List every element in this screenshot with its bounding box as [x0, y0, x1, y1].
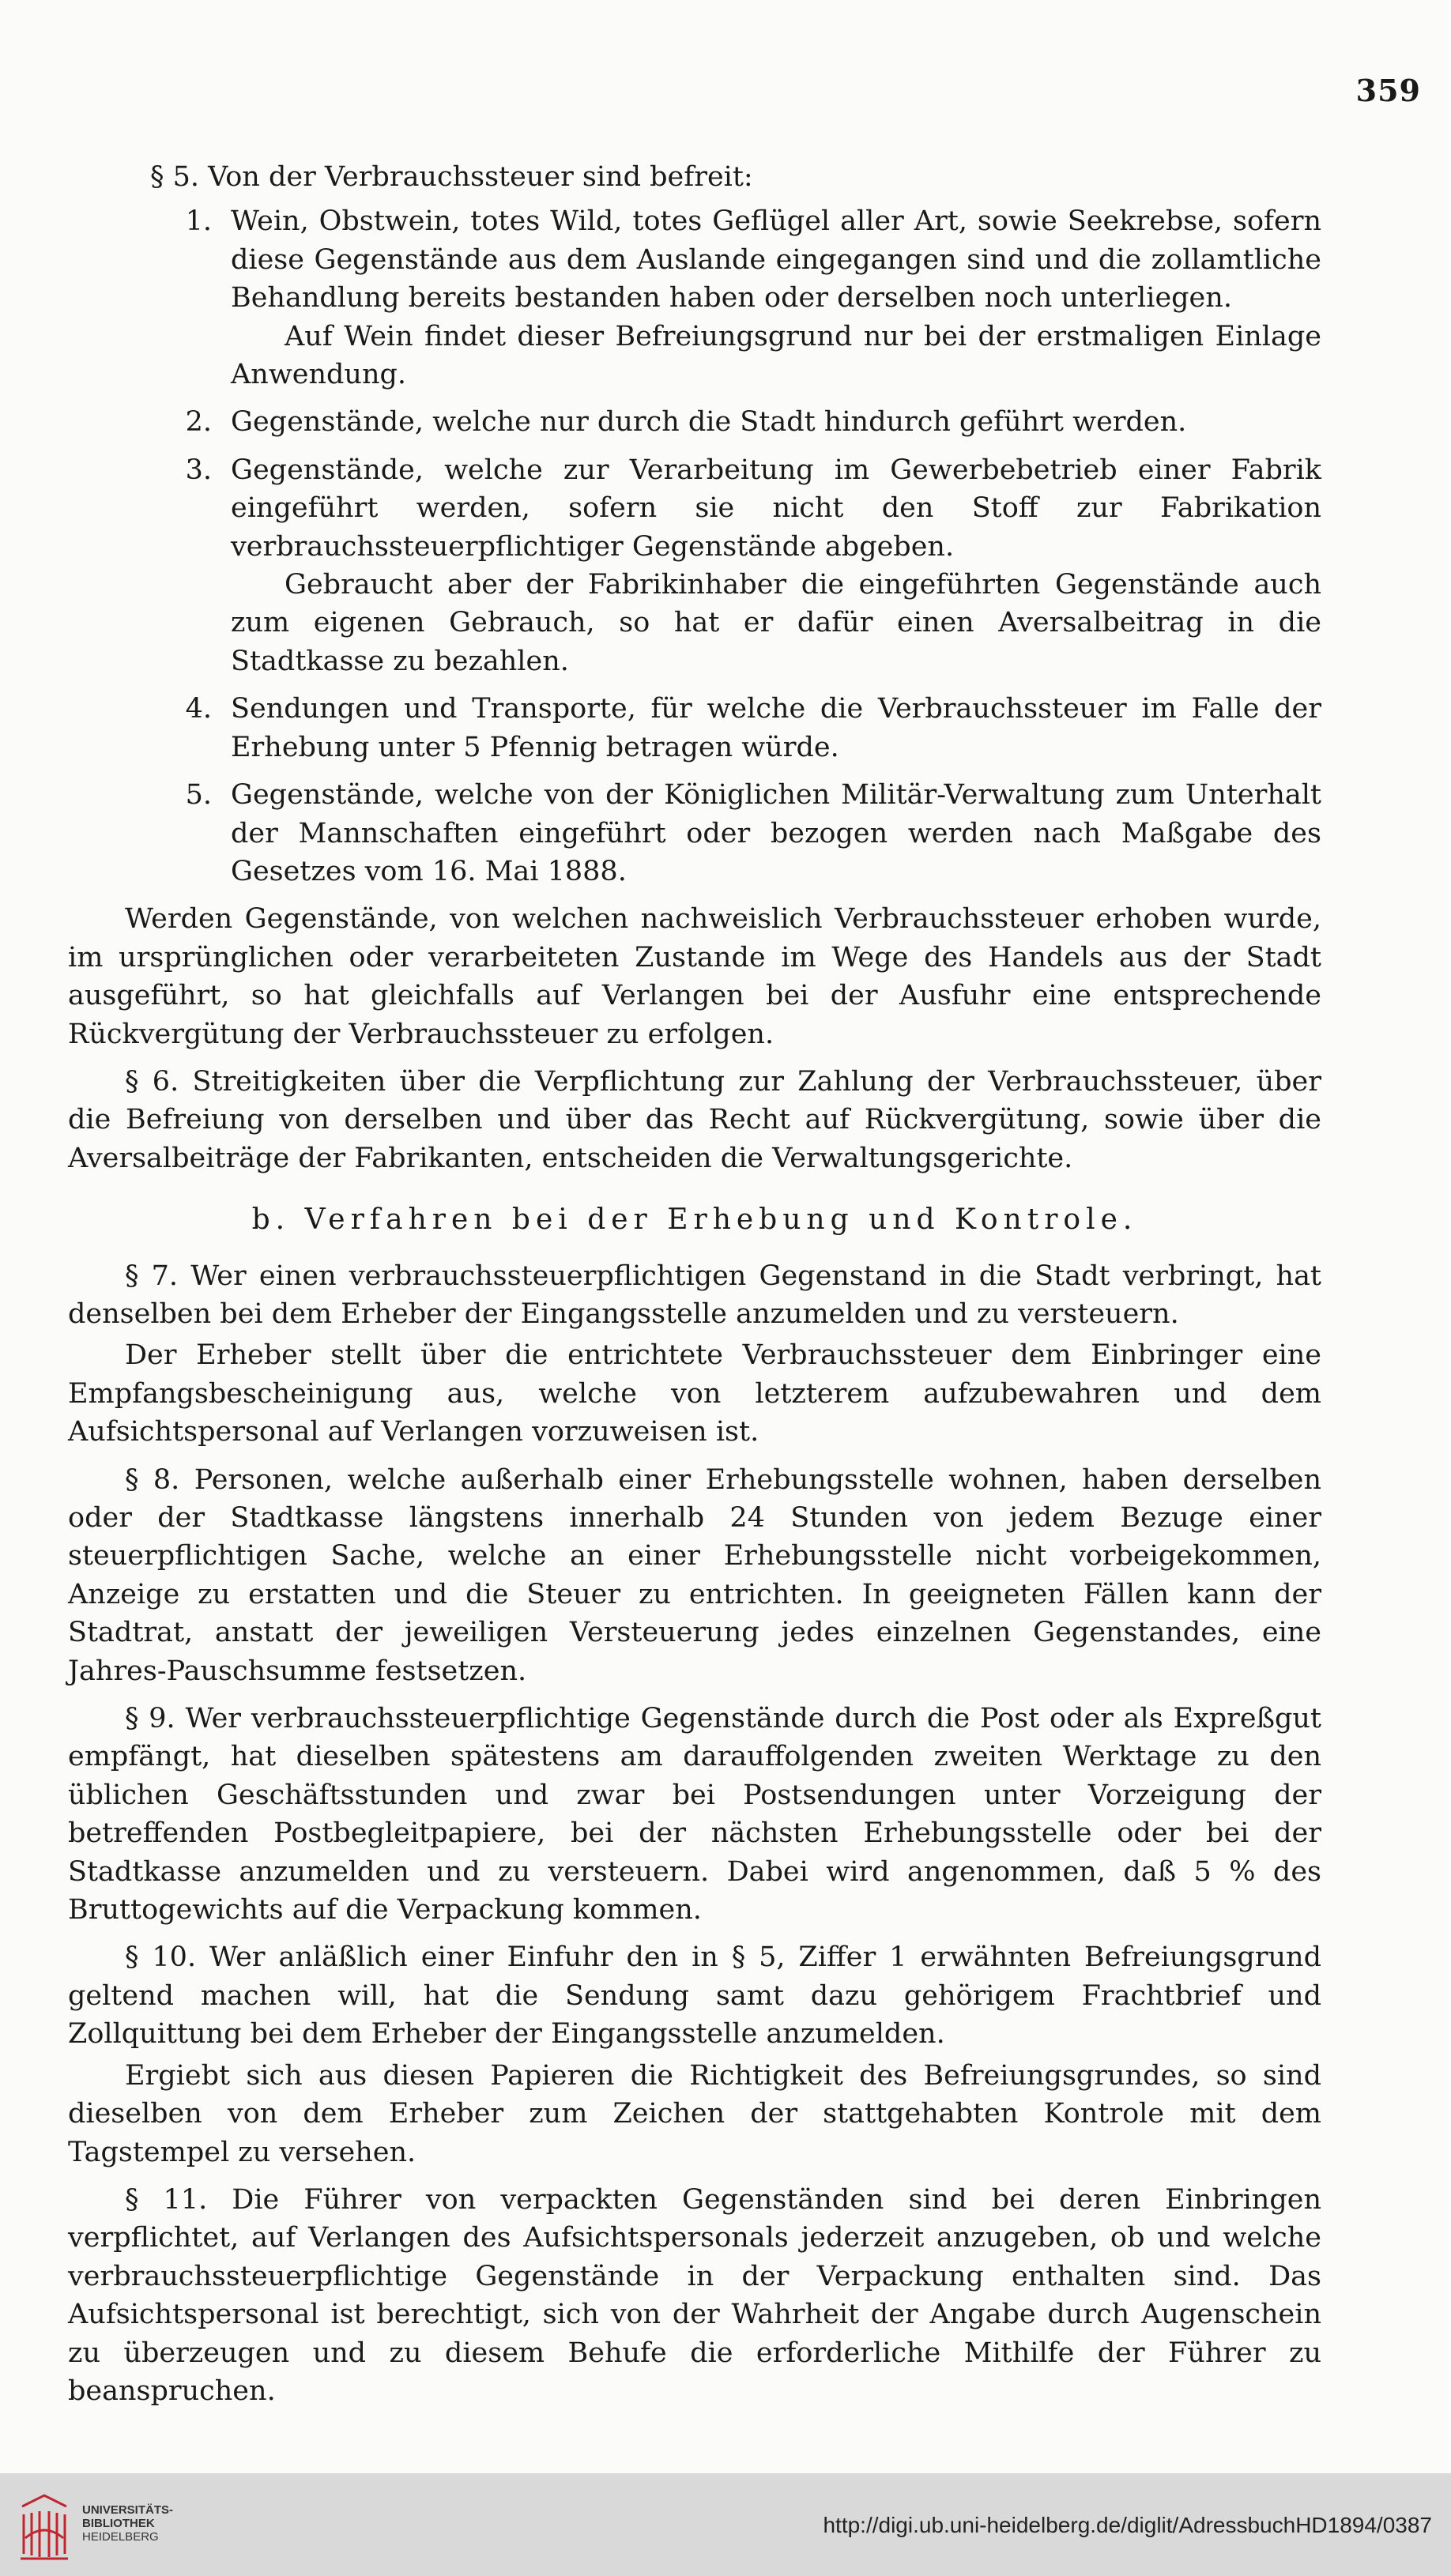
- section-5-closing: Werden Gegenstände, von welchen nachweislich Verbrauchssteuer erhoben wurde, im ursprünglichen oder verarbeiteten Zustande im Wege des Handels aus der Stadt ausgeführt, so hat gleichfalls auf Verlangen bei der Ausfuhr eine entsprechende Rückvergütung der Verbrauchssteuer zu erfolgen.: [68, 903, 1321, 1050]
- page-number: 359: [1355, 73, 1421, 108]
- section-10-para-2: Ergiebt sich aus diesen Papieren die Richtigkeit des Befreiungsgrundes, so sind dieselben von dem Erheber zum Zeichen der stattgehabten Kontrole mit dem Tagstempel zu versehen.: [68, 2059, 1321, 2168]
- list-item: [68, 202, 1321, 394]
- footer-bar: [0, 2473, 1451, 2576]
- list-item-text: Wein, Obstwein, totes Wild, totes Geflügel aller Art, sowie Seekrebse, sofern diese Gegenstände aus dem Auslande eingegangen sind und die zollamtliche Behandlung bereits bestanden haben oder derselben noch unterliegen.: [231, 205, 1321, 314]
- list-item-subtext: Auf Wein findet dieser Befreiungsgrund nur bei der erstmaligen Einlage Anwendung.: [231, 320, 1321, 391]
- list-item-number: 3.: [185, 454, 212, 486]
- list-item-number: 5.: [185, 779, 212, 812]
- library-logo-icon: [16, 2491, 73, 2563]
- list-item: [68, 403, 1321, 441]
- section-8: § 8. Personen, welche außerhalb einer Erhebungsstelle wohnen, haben derselben oder der Stadtkasse längstens innerhalb 24 Stunden von jedem Bezuge einer steuerpflichtigen Sache, welche an einer Erhebungsstelle nicht vorbeigekommen, Anzeige zu erstatten und die Steuer zu entrichten. In geeigneten Fällen kann der Stadtrat, anstatt der jeweiligen Versteuerung jedes einzelnen Gegenstandes, eine Jahres-Pauschsumme festsetzen.: [68, 1463, 1321, 1687]
- section-9: § 9. Wer verbrauchssteuerpflichtige Gegenstände durch die Post oder als Expreßgut empfängt, hat dieselben spätestens am darauffolgenden zweiten Werktage zu den üblichen Geschäftsstunden und zwar bei Postsendungen unter Vorzeigung der betreffenden Postbegleitpapiere, bei der nächsten Erhebungsstelle oder bei der Stadtkasse anzumelden und zu versteuern. Dabei wird angenommen, daß 5 % des Bruttogewichts auf die Verpackung kommen.: [68, 1703, 1321, 1926]
- source-url-link[interactable]: http://digi.ub.uni-heidelberg.de/diglit/AdressbuchHD1894/0387: [823, 2513, 1432, 2537]
- section-6: § 6. Streitigkeiten über die Verpflichtung zur Zahlung der Verbrauchssteuer, über die Befreiung von derselben und über das Recht auf Rückvergütung, sowie über die Aversalbeiträge der Fabrikanten, entscheiden die Verwaltungsgerichte.: [68, 1065, 1321, 1174]
- list-item-subtext: Gebraucht aber der Fabrikinhaber die eingeführten Gegenstände auch zum eigenen Gebrauch, so hat er dafür einen Aversalbeitrag in die Stadtkasse zu bezahlen.: [231, 569, 1321, 677]
- list-item: [68, 451, 1321, 680]
- list-item: [68, 776, 1321, 891]
- list-item-text: Gegenstände, welche zur Verarbeitung im Gewerbebetrieb einer Fabrik eingeführt werden, sofern sie nicht den Stoff zur Fabrikation verbrauchssteuerpflichtiger Gegenstände abgeben.: [231, 454, 1321, 563]
- library-name: UNIVERSITÄTS- BIBLIOTHEK HEIDELBERG: [82, 2503, 174, 2544]
- list-item-text: Sendungen und Transporte, für welche die Verbrauchssteuer im Falle der Erhebung unter 5 Pfennig betragen würde.: [231, 693, 1321, 763]
- page-content: [68, 158, 1321, 2420]
- list-item-number: 4.: [185, 693, 212, 725]
- list-item-number: 1.: [185, 205, 212, 238]
- section-7-para-1: § 7. Wer einen verbrauchssteuerpflichtigen Gegenstand in die Stadt verbringt, hat denselben bei dem Erheber der Eingangsstelle anzumelden und zu versteuern.: [68, 1260, 1321, 1330]
- section-10-para-1: § 10. Wer anläßlich einer Einfuhr den in § 5, Ziffer 1 erwähnten Befreiungsgrund geltend machen will, hat die Sendung samt dazu gehörigem Frachtbrief und Zollquittung bei dem Erheber der Eingangsstelle anzumelden.: [68, 1941, 1321, 2051]
- section-b-heading: b. Verfahren bei der Erhebung und Kontrole.: [251, 1203, 1138, 1237]
- list-item-number: 2.: [185, 406, 212, 439]
- section-11: § 11. Die Führer von verpackten Gegenständen sind bei deren Einbringen verpflichtet, auf Verlangen des Aufsichtspersonals jederzeit anzugeben, ob und welche verbrauchssteuerpflichtige Gegenstände in der Verpackung enthalten sind. Das Aufsichtspersonal ist berechtigt, sich von der Wahrheit der Angabe durch Augenschein zu überzeugen und zu diesem Behufe die erforderliche Mithilfe der Führer zu beanspruchen.: [68, 2183, 1321, 2407]
- list-item-text: Gegenstände, welche von der Königlichen Militär-Verwaltung zum Unterhalt der Mannschaften eingeführt oder bezogen werden nach Maßgabe des Gesetzes vom 16. Mai 1888.: [231, 779, 1321, 887]
- section-5-heading: § 5. Von der Verbrauchssteuer sind befreit:: [150, 161, 753, 193]
- section-7-para-2: Der Erheber stellt über die entrichtete Verbrauchssteuer dem Einbringer eine Empfangsbescheinigung aus, welche von letzterem aufzubewahren und dem Aufsichtspersonal auf Verlangen vorzuweisen ist.: [68, 1339, 1321, 1448]
- list-item: [68, 690, 1321, 766]
- list-item-text: Gegenstände, welche nur durch die Stadt hindurch geführt werden.: [231, 406, 1187, 439]
